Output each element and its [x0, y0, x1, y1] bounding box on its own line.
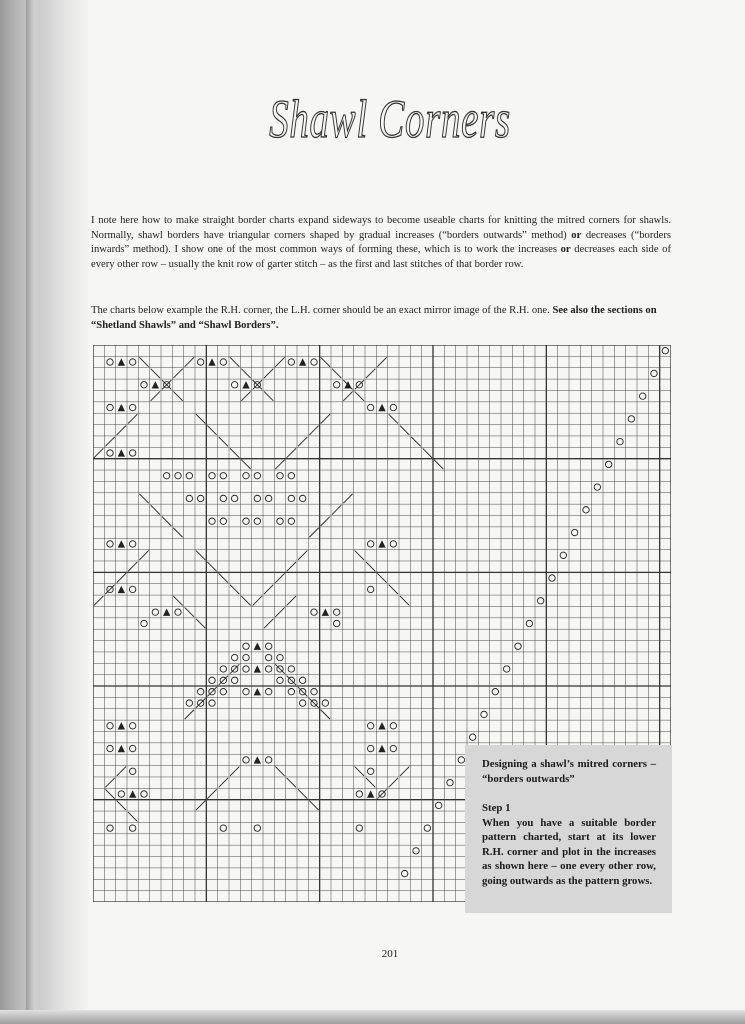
- yarn-over-symbol: [107, 745, 113, 751]
- yarn-over-symbol: [129, 723, 135, 729]
- ssk-symbol: [241, 369, 250, 378]
- yarn-over-symbol: [209, 677, 215, 683]
- yarn-over-symbol: [617, 438, 623, 444]
- double-decrease-symbol: [118, 586, 125, 593]
- yarn-over-symbol: [197, 359, 203, 365]
- k2tog-symbol: [207, 789, 216, 798]
- yarn-over-symbol: [367, 723, 373, 729]
- k2tog-symbol: [117, 426, 126, 435]
- double-decrease-symbol: [118, 722, 125, 729]
- k2tog-symbol: [275, 460, 284, 469]
- ssk-symbol: [241, 596, 250, 605]
- ssk-symbol: [219, 573, 228, 582]
- yarn-over-symbol: [560, 552, 566, 558]
- ssk-symbol: [196, 619, 205, 628]
- ssk-symbol: [275, 767, 284, 776]
- yarn-over-symbol: [220, 518, 226, 524]
- yarn-over-symbol: [129, 450, 135, 456]
- double-decrease-symbol: [378, 745, 385, 752]
- ssk-symbol: [207, 426, 216, 435]
- ssk-symbol: [321, 357, 330, 366]
- yarn-over-symbol: [288, 359, 294, 365]
- yarn-over-symbol: [243, 689, 249, 695]
- ssk-symbol: [230, 357, 239, 366]
- double-decrease-symbol: [208, 358, 215, 365]
- ssk-symbol: [196, 551, 205, 560]
- ssk-symbol: [411, 437, 420, 446]
- k2tog-symbol: [264, 585, 273, 594]
- yarn-over-symbol: [367, 768, 373, 774]
- k2tog-symbol: [151, 391, 160, 400]
- ssk-symbol: [298, 789, 307, 798]
- yarn-over-symbol: [435, 802, 441, 808]
- yarn-over-symbol: [265, 666, 271, 672]
- yarn-over-symbol: [503, 666, 509, 672]
- yarn-over-symbol: [186, 495, 192, 501]
- yarn-over-symbol: [299, 495, 305, 501]
- ssk-symbol: [389, 414, 398, 423]
- k2tog-symbol: [241, 391, 250, 400]
- k2tog-symbol: [366, 369, 375, 378]
- double-decrease-symbol: [378, 540, 385, 547]
- yarn-over-symbol: [277, 473, 283, 479]
- yarn-over-symbol: [129, 825, 135, 831]
- ssk-symbol: [309, 801, 318, 810]
- yarn-over-symbol: [367, 404, 373, 410]
- yarn-over-symbol: [243, 757, 249, 763]
- yarn-over-symbol: [254, 518, 260, 524]
- yarn-over-symbol: [288, 518, 294, 524]
- yarn-over-symbol: [311, 689, 317, 695]
- k2tog-symbol: [94, 596, 103, 605]
- yarn-over-symbol: [311, 609, 317, 615]
- double-decrease-symbol: [118, 540, 125, 547]
- k2tog-symbol: [105, 778, 114, 787]
- double-decrease-symbol: [163, 608, 170, 615]
- yarn-over-symbol: [231, 382, 237, 388]
- k2tog-symbol: [309, 528, 318, 537]
- yarn-over-symbol: [288, 495, 294, 501]
- ssk-symbol: [434, 460, 443, 469]
- yarn-over-symbol: [549, 575, 555, 581]
- yarn-over-symbol: [356, 791, 362, 797]
- yarn-over-symbol: [288, 473, 294, 479]
- page-title: Shawl Corners: [269, 89, 511, 149]
- yarn-over-symbol: [333, 382, 339, 388]
- double-decrease-symbol: [118, 449, 125, 456]
- yarn-over-symbol: [322, 700, 328, 706]
- yarn-over-symbol: [492, 689, 498, 695]
- yarn-over-symbol: [571, 529, 577, 535]
- yarn-over-symbol: [390, 723, 396, 729]
- k2tog-symbol: [298, 551, 307, 560]
- yarn-over-symbol: [243, 643, 249, 649]
- yarn-over-symbol: [265, 757, 271, 763]
- caption-heading: Designing a shawl’s mitred corners – “borders outwards”: [482, 758, 656, 785]
- yarn-over-symbol: [129, 541, 135, 547]
- yarn-over-symbol: [186, 700, 192, 706]
- page-gutter-shadow: [0, 0, 90, 1024]
- yarn-over-symbol: [390, 745, 396, 751]
- k2tog-symbol: [219, 778, 228, 787]
- yarn-over-symbol: [141, 620, 147, 626]
- yarn-over-symbol: [401, 870, 407, 876]
- k2tog-symbol: [287, 448, 296, 457]
- ssk-symbol: [377, 573, 386, 582]
- yarn-over-symbol: [129, 359, 135, 365]
- yarn-over-symbol: [447, 779, 453, 785]
- ssk-symbol: [366, 778, 375, 787]
- k2tog-symbol: [185, 357, 194, 366]
- yarn-over-symbol: [107, 541, 113, 547]
- caption-step-text: When you have a suitable border pattern charted, start at its lower R.H. corner and plot in the increases as shown here – one every other row, going outwards as the pattern grows.: [482, 816, 656, 887]
- yarn-over-symbol: [628, 416, 634, 422]
- double-decrease-symbol: [242, 381, 249, 388]
- ssk-symbol: [264, 391, 273, 400]
- double-decrease-symbol: [118, 745, 125, 752]
- k2tog-symbol: [230, 767, 239, 776]
- yarn-over-symbol: [265, 643, 271, 649]
- yarn-over-symbol: [209, 700, 215, 706]
- k2tog-symbol: [139, 551, 148, 560]
- yarn-over-symbol: [265, 654, 271, 660]
- yarn-over-symbol: [175, 609, 181, 615]
- double-decrease-symbol: [299, 358, 306, 365]
- k2tog-symbol: [196, 801, 205, 810]
- ssk-symbol: [423, 448, 432, 457]
- caption-box: [465, 745, 672, 913]
- yarn-over-symbol: [458, 757, 464, 763]
- yarn-over-symbol: [107, 825, 113, 831]
- k2tog-symbol: [321, 517, 330, 526]
- ssk-symbol: [219, 437, 228, 446]
- ssk-symbol: [151, 505, 160, 514]
- yarn-over-symbol: [197, 495, 203, 501]
- k2tog-symbol: [105, 437, 114, 446]
- k2tog-symbol: [173, 369, 182, 378]
- ssk-symbol: [287, 778, 296, 787]
- yarn-over-symbol: [107, 723, 113, 729]
- yarn-over-symbol: [254, 495, 260, 501]
- ssk-symbol: [139, 494, 148, 503]
- yarn-over-symbol: [220, 359, 226, 365]
- ssk-symbol: [173, 391, 182, 400]
- ssk-symbol: [128, 812, 137, 821]
- ssk-symbol: [321, 710, 330, 719]
- yarn-over-symbol: [367, 745, 373, 751]
- double-decrease-symbol: [118, 404, 125, 411]
- yarn-over-symbol: [594, 484, 600, 490]
- yarn-over-symbol: [413, 848, 419, 854]
- yarn-over-symbol: [152, 609, 158, 615]
- ssk-symbol: [355, 767, 364, 776]
- yarn-over-symbol: [107, 359, 113, 365]
- yarn-over-symbol: [311, 359, 317, 365]
- ssk-symbol: [207, 562, 216, 571]
- yarn-over-symbol: [288, 666, 294, 672]
- ssk-symbol: [230, 585, 239, 594]
- k2tog-symbol: [309, 426, 318, 435]
- yarn-over-symbol: [605, 461, 611, 467]
- yarn-over-symbol: [515, 643, 521, 649]
- ssk-symbol: [173, 528, 182, 537]
- k2tog-symbol: [275, 607, 284, 616]
- k2tog-symbol: [128, 414, 137, 423]
- yarn-over-symbol: [390, 404, 396, 410]
- k2tog-symbol: [377, 357, 386, 366]
- ssk-symbol: [400, 426, 409, 435]
- caption-step-label: Step 1: [482, 802, 511, 814]
- yarn-over-symbol: [333, 609, 339, 615]
- yarn-over-symbol: [175, 473, 181, 479]
- yarn-over-symbol: [356, 825, 362, 831]
- yarn-over-symbol: [209, 518, 215, 524]
- yarn-over-symbol: [265, 689, 271, 695]
- k2tog-symbol: [264, 369, 273, 378]
- yarn-over-symbol: [277, 654, 283, 660]
- ssk-symbol: [355, 551, 364, 560]
- ssk-symbol: [400, 596, 409, 605]
- yarn-over-symbol: [209, 473, 215, 479]
- k2tog-symbol: [264, 619, 273, 628]
- double-decrease-symbol: [378, 722, 385, 729]
- double-decrease-symbol: [129, 790, 136, 797]
- k2tog-symbol: [275, 573, 284, 582]
- yarn-over-symbol: [220, 495, 226, 501]
- yarn-over-symbol: [299, 677, 305, 683]
- ssk-symbol: [230, 448, 239, 457]
- note-paragraph: The charts below example the R.H. corner, the L.H. corner should be an exact mirror image of the R.H. one. See also the sections on “Shetland Shawls” and “Shawl Borders”.: [91, 305, 657, 331]
- yarn-over-symbol: [243, 518, 249, 524]
- page-bottom-edge: [0, 1010, 745, 1024]
- k2tog-symbol: [298, 437, 307, 446]
- yarn-over-symbol: [243, 473, 249, 479]
- double-decrease-symbol: [378, 404, 385, 411]
- k2tog-symbol: [287, 562, 296, 571]
- ssk-symbol: [162, 517, 171, 526]
- book-spine: [26, 0, 40, 1024]
- ssk-symbol: [105, 789, 114, 798]
- double-decrease-symbol: [118, 358, 125, 365]
- k2tog-symbol: [343, 391, 352, 400]
- yarn-over-symbol: [367, 586, 373, 592]
- double-decrease-symbol: [254, 643, 261, 650]
- yarn-over-symbol: [231, 495, 237, 501]
- double-decrease-symbol: [152, 381, 159, 388]
- yarn-over-symbol: [254, 825, 260, 831]
- k2tog-symbol: [185, 710, 194, 719]
- yarn-over-symbol: [481, 711, 487, 717]
- yarn-over-symbol: [129, 768, 135, 774]
- yarn-over-symbol: [288, 689, 294, 695]
- yarn-over-symbol: [107, 404, 113, 410]
- double-decrease-symbol: [254, 756, 261, 763]
- ssk-symbol: [117, 801, 126, 810]
- yarn-over-symbol: [243, 654, 249, 660]
- intro-paragraph: I note here how to make straight border charts expand sideways to become useable charts for knitting the mitred corners for shawls. Normally, shawl borders have triangular corners shaped by gradual increases (“borders outwards” method) or decreases (“borders inwards” method). I show one of the most common ways of forming these, which is to work the increases or decreases each side of every other row – usually the knit row of garter stitch – as the first and last stitches of that border row.: [91, 215, 672, 270]
- yarn-over-symbol: [639, 393, 645, 399]
- k2tog-symbol: [287, 596, 296, 605]
- yarn-over-symbol: [254, 473, 260, 479]
- page-number: 201: [381, 948, 399, 960]
- k2tog-symbol: [117, 573, 126, 582]
- ssk-symbol: [389, 585, 398, 594]
- yarn-over-symbol: [367, 541, 373, 547]
- yarn-over-symbol: [118, 791, 124, 797]
- k2tog-symbol: [400, 767, 409, 776]
- ssk-symbol: [173, 596, 182, 605]
- yarn-over-symbol: [141, 382, 147, 388]
- yarn-over-symbol: [662, 347, 668, 353]
- k2tog-symbol: [117, 767, 126, 776]
- yarn-over-symbol: [526, 620, 532, 626]
- yarn-over-symbol: [231, 677, 237, 683]
- yarn-over-symbol: [537, 598, 543, 604]
- yarn-over-symbol: [424, 825, 430, 831]
- yarn-over-symbol: [220, 666, 226, 672]
- yarn-over-symbol: [141, 791, 147, 797]
- yarn-over-symbol: [583, 507, 589, 513]
- ssk-symbol: [355, 391, 364, 400]
- k2tog-symbol: [275, 357, 284, 366]
- k2tog-symbol: [343, 494, 352, 503]
- k2tog-symbol: [94, 448, 103, 457]
- yarn-over-symbol: [220, 473, 226, 479]
- yarn-over-symbol: [469, 734, 475, 740]
- ssk-symbol: [241, 460, 250, 469]
- ssk-symbol: [139, 357, 148, 366]
- k2tog-symbol: [128, 562, 137, 571]
- yarn-over-symbol: [265, 495, 271, 501]
- yarn-over-symbol: [277, 677, 283, 683]
- yarn-over-symbol: [231, 654, 237, 660]
- k2tog-symbol: [332, 505, 341, 514]
- yarn-over-symbol: [107, 450, 113, 456]
- yarn-over-symbol: [129, 745, 135, 751]
- double-decrease-symbol: [367, 790, 374, 797]
- yarn-over-symbol: [129, 586, 135, 592]
- ssk-symbol: [366, 562, 375, 571]
- yarn-over-symbol: [220, 689, 226, 695]
- k2tog-symbol: [389, 778, 398, 787]
- double-decrease-symbol: [254, 688, 261, 695]
- yarn-over-symbol: [299, 700, 305, 706]
- yarn-over-symbol: [243, 666, 249, 672]
- ssk-symbol: [196, 414, 205, 423]
- yarn-over-symbol: [197, 689, 203, 695]
- double-decrease-symbol: [254, 665, 261, 672]
- k2tog-symbol: [321, 414, 330, 423]
- yarn-over-symbol: [277, 518, 283, 524]
- yarn-over-symbol: [333, 620, 339, 626]
- ssk-symbol: [151, 369, 160, 378]
- yarn-over-symbol: [651, 370, 657, 376]
- yarn-over-symbol: [129, 404, 135, 410]
- yarn-over-symbol: [390, 541, 396, 547]
- double-decrease-symbol: [322, 608, 329, 615]
- yarn-over-symbol: [220, 825, 226, 831]
- yarn-over-symbol: [186, 473, 192, 479]
- k2tog-symbol: [253, 596, 262, 605]
- ssk-symbol: [332, 369, 341, 378]
- ssk-symbol: [185, 607, 194, 616]
- yarn-over-symbol: [163, 473, 169, 479]
